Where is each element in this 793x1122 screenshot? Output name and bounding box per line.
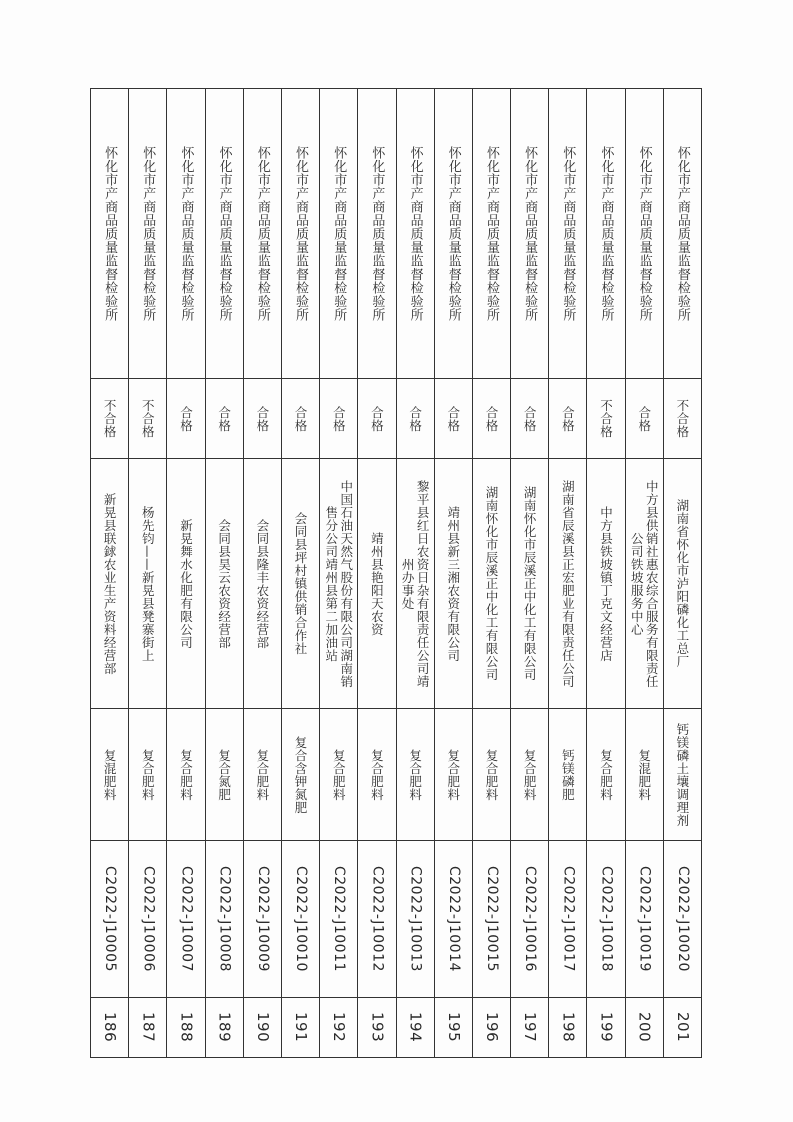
product-text: 复合氮肥: [216, 748, 232, 801]
result-cell: [320, 379, 358, 459]
number-cell: [281, 998, 319, 1058]
product-text: 复混肥料: [102, 748, 118, 801]
company-cell: [472, 459, 510, 709]
company-cell: [91, 459, 129, 709]
company-text: 湖南省怀化市泸阳磷化工总厂: [674, 499, 690, 668]
inspector-text: 怀化市产商品质量监督检验所: [331, 145, 347, 322]
code-text: C2022-J10017: [560, 866, 577, 972]
code-cell: [320, 841, 358, 998]
number-text: 189: [215, 1012, 234, 1043]
product-cell: [91, 709, 129, 841]
product-text: 复合肥料: [140, 748, 156, 801]
number-cell: [434, 998, 472, 1058]
product-cell: [396, 709, 434, 841]
code-cell: [472, 841, 510, 998]
result-text: 合格: [636, 405, 652, 432]
code-text: C2022-J10015: [483, 866, 500, 972]
result-text: 合格: [445, 405, 461, 432]
company-cell: [320, 459, 358, 709]
result-cell: [511, 379, 549, 459]
number-text: 186: [101, 1012, 120, 1043]
product-cell: [511, 709, 549, 841]
product-text: 钙镁磷土壤调理剂: [674, 722, 690, 827]
number-text: 188: [177, 1012, 196, 1043]
code-cell: [549, 841, 587, 998]
product-cell: [320, 709, 358, 841]
company-text: 中国石油天然气股份有限公司湖南销售分公司靖州县第二加油站: [323, 479, 354, 688]
company-text: 靖州县新三湘农资有限公司: [445, 505, 461, 662]
company-text: 湖南省辰溪县正宏肥业有限责任公司: [560, 479, 576, 688]
result-cell: [281, 379, 319, 459]
number-text: 187: [139, 1012, 158, 1043]
result-cell: [243, 379, 281, 459]
product-text: 复合肥料: [331, 748, 347, 801]
company-cell: [549, 459, 587, 709]
result-text: 不合格: [674, 399, 690, 438]
result-text: 合格: [407, 405, 423, 432]
code-cell: [243, 841, 281, 998]
code-text: C2022-J10011: [331, 866, 348, 972]
code-text: C2022-J10005: [102, 866, 119, 972]
inspection-results-table: [90, 88, 702, 1058]
product-text: 复合肥料: [254, 748, 270, 801]
product-cell: [243, 709, 281, 841]
inspector-text: 怀化市产商品质量监督检验所: [560, 145, 576, 322]
number-text: 194: [406, 1012, 425, 1043]
inspector-text: 怀化市产商品质量监督检验所: [369, 145, 385, 322]
company-cell: [663, 459, 701, 709]
result-cell: [587, 379, 625, 459]
inspector-text: 怀化市产商品质量监督检验所: [102, 145, 118, 322]
inspector-cell: [129, 89, 167, 379]
company-cell: [129, 459, 167, 709]
inspector-text: 怀化市产商品质量监督检验所: [178, 145, 194, 322]
inspector-cell: [587, 89, 625, 379]
code-cell: [511, 841, 549, 998]
product-cell: [358, 709, 396, 841]
row-number: [91, 998, 702, 1058]
inspector-cell: [511, 89, 549, 379]
inspector-text: 怀化市产商品质量监督检验所: [483, 145, 499, 322]
number-cell: [472, 998, 510, 1058]
number-text: 198: [559, 1012, 578, 1043]
inspector-cell: [205, 89, 243, 379]
company-cell: [587, 459, 625, 709]
number-text: 196: [482, 1012, 501, 1043]
company-text: 会同县坪村镇供销合作社: [293, 512, 309, 655]
inspector-cell: [243, 89, 281, 379]
number-cell: [167, 998, 205, 1058]
company-cell: [358, 459, 396, 709]
inspector-text: 怀化市产商品质量监督检验所: [636, 145, 652, 322]
inspector-cell: [320, 89, 358, 379]
result-cell: [663, 379, 701, 459]
code-cell: [663, 841, 701, 998]
inspector-text: 怀化市产商品质量监督检验所: [254, 145, 270, 322]
product-text: 复合肥料: [598, 748, 614, 801]
number-text: 193: [368, 1012, 387, 1043]
result-cell: [625, 379, 663, 459]
inspector-cell: [91, 89, 129, 379]
product-text: 复合肥料: [483, 748, 499, 801]
result-cell: [472, 379, 510, 459]
product-text: 复合肥料: [407, 748, 423, 801]
product-cell: [663, 709, 701, 841]
number-text: 191: [292, 1012, 311, 1043]
result-text: 不合格: [598, 399, 614, 438]
product-cell: [205, 709, 243, 841]
code-text: C2022-J10009: [254, 866, 271, 972]
number-cell: [549, 998, 587, 1058]
number-text: 197: [521, 1012, 540, 1043]
number-cell: [129, 998, 167, 1058]
product-cell: [549, 709, 587, 841]
company-text: 靖州县艳阳天农资: [369, 531, 385, 636]
result-text: 合格: [254, 405, 270, 432]
number-cell: [587, 998, 625, 1058]
code-cell: [396, 841, 434, 998]
row-inspector: [91, 89, 702, 379]
inspector-text: 怀化市产商品质量监督检验所: [674, 145, 690, 322]
inspector-text: 怀化市产商品质量监督检验所: [216, 145, 232, 322]
number-cell: [663, 998, 701, 1058]
result-text: 合格: [178, 405, 194, 432]
number-text: 195: [444, 1012, 463, 1043]
inspector-text: 怀化市产商品质量监督检验所: [445, 145, 461, 322]
code-text: C2022-J10019: [636, 866, 653, 972]
code-text: C2022-J10012: [369, 866, 386, 972]
product-text: 复合肥料: [178, 748, 194, 801]
result-cell: [205, 379, 243, 459]
company-text: 黎平县红日农资日杂有限责任公司靖州办事处: [400, 479, 431, 688]
company-cell: [243, 459, 281, 709]
inspector-text: 怀化市产商品质量监督检验所: [140, 145, 156, 322]
code-cell: [167, 841, 205, 998]
table-body: [91, 89, 702, 1058]
code-text: C2022-J10006: [140, 866, 157, 972]
product-text: 复合肥料: [445, 748, 461, 801]
number-cell: [358, 998, 396, 1058]
result-cell: [91, 379, 129, 459]
company-text: 会同县隆丰农资经营部: [254, 518, 270, 649]
company-cell: [205, 459, 243, 709]
result-cell: [358, 379, 396, 459]
company-text: 湖南怀化市辰溪正中化工有限公司: [522, 486, 538, 681]
company-cell: [625, 459, 663, 709]
company-cell: [396, 459, 434, 709]
row-product: [91, 709, 702, 841]
result-text: 合格: [216, 405, 232, 432]
company-text: 中方县供销社惠农综合服务有限责任公司铁坡服务中心: [629, 479, 660, 688]
code-cell: [281, 841, 319, 998]
row-code: [91, 841, 702, 998]
row-result: [91, 379, 702, 459]
product-text: 复合肥料: [369, 748, 385, 801]
inspector-cell: [625, 89, 663, 379]
code-text: C2022-J10010: [293, 866, 310, 972]
company-text: 中方县铁坡镇丁克文经营店: [598, 505, 614, 662]
company-cell: [281, 459, 319, 709]
inspector-text: 怀化市产商品质量监督检验所: [522, 145, 538, 322]
company-cell: [434, 459, 472, 709]
number-cell: [396, 998, 434, 1058]
result-cell: [396, 379, 434, 459]
code-text: C2022-J10008: [216, 866, 233, 972]
code-cell: [625, 841, 663, 998]
inspector-cell: [167, 89, 205, 379]
code-cell: [434, 841, 472, 998]
product-text: 复合肥料: [522, 748, 538, 801]
product-cell: [129, 709, 167, 841]
code-text: C2022-J10018: [598, 866, 615, 972]
code-cell: [587, 841, 625, 998]
inspector-cell: [281, 89, 319, 379]
result-text: 不合格: [140, 399, 156, 438]
code-cell: [91, 841, 129, 998]
inspector-cell: [358, 89, 396, 379]
result-text: 合格: [369, 405, 385, 432]
number-text: 199: [597, 1012, 616, 1043]
product-cell: [472, 709, 510, 841]
number-cell: [511, 998, 549, 1058]
number-cell: [91, 998, 129, 1058]
result-cell: [167, 379, 205, 459]
code-text: C2022-J10013: [407, 866, 424, 972]
inspector-cell: [663, 89, 701, 379]
code-cell: [358, 841, 396, 998]
number-text: 192: [330, 1012, 349, 1043]
result-cell: [434, 379, 472, 459]
code-text: C2022-J10020: [674, 866, 691, 972]
inspector-text: 怀化市产商品质量监督检验所: [407, 145, 423, 322]
code-text: C2022-J10014: [445, 866, 462, 972]
result-cell: [129, 379, 167, 459]
result-text: 合格: [331, 405, 347, 432]
company-text: 杨先钧——新晃县凳寨街上: [140, 505, 156, 662]
result-text: 不合格: [102, 399, 118, 438]
row-company: [91, 459, 702, 709]
product-cell: [587, 709, 625, 841]
product-cell: [625, 709, 663, 841]
result-text: 合格: [483, 405, 499, 432]
inspector-cell: [396, 89, 434, 379]
result-text: 合格: [522, 405, 538, 432]
inspection-table-frame: [90, 88, 702, 1057]
number-text: 201: [673, 1012, 692, 1043]
product-text: 复混肥料: [636, 748, 652, 801]
company-text: 新晃舞水化肥有限公司: [178, 518, 194, 649]
inspector-cell: [472, 89, 510, 379]
code-cell: [129, 841, 167, 998]
result-text: 合格: [293, 405, 309, 432]
product-text: 复合含钾氮肥: [293, 735, 309, 814]
product-cell: [434, 709, 472, 841]
product-cell: [281, 709, 319, 841]
result-cell: [549, 379, 587, 459]
product-text: 钙镁磷肥: [560, 748, 576, 801]
number-text: 190: [253, 1012, 272, 1043]
company-text: 新晃县联銶农业生产资料经营部: [102, 492, 118, 675]
number-cell: [243, 998, 281, 1058]
number-cell: [625, 998, 663, 1058]
company-text: 湖南怀化市辰溪正中化工有限公司: [483, 486, 499, 681]
inspector-text: 怀化市产商品质量监督检验所: [598, 145, 614, 322]
code-text: C2022-J10007: [178, 866, 195, 972]
inspector-text: 怀化市产商品质量监督检验所: [293, 145, 309, 322]
company-text: 会同县昊云农资经营部: [216, 518, 232, 649]
number-cell: [320, 998, 358, 1058]
number-text: 200: [635, 1012, 654, 1043]
inspector-cell: [549, 89, 587, 379]
inspector-cell: [434, 89, 472, 379]
result-text: 合格: [560, 405, 576, 432]
code-cell: [205, 841, 243, 998]
company-cell: [511, 459, 549, 709]
company-cell: [167, 459, 205, 709]
number-cell: [205, 998, 243, 1058]
code-text: C2022-J10016: [522, 866, 539, 972]
product-cell: [167, 709, 205, 841]
